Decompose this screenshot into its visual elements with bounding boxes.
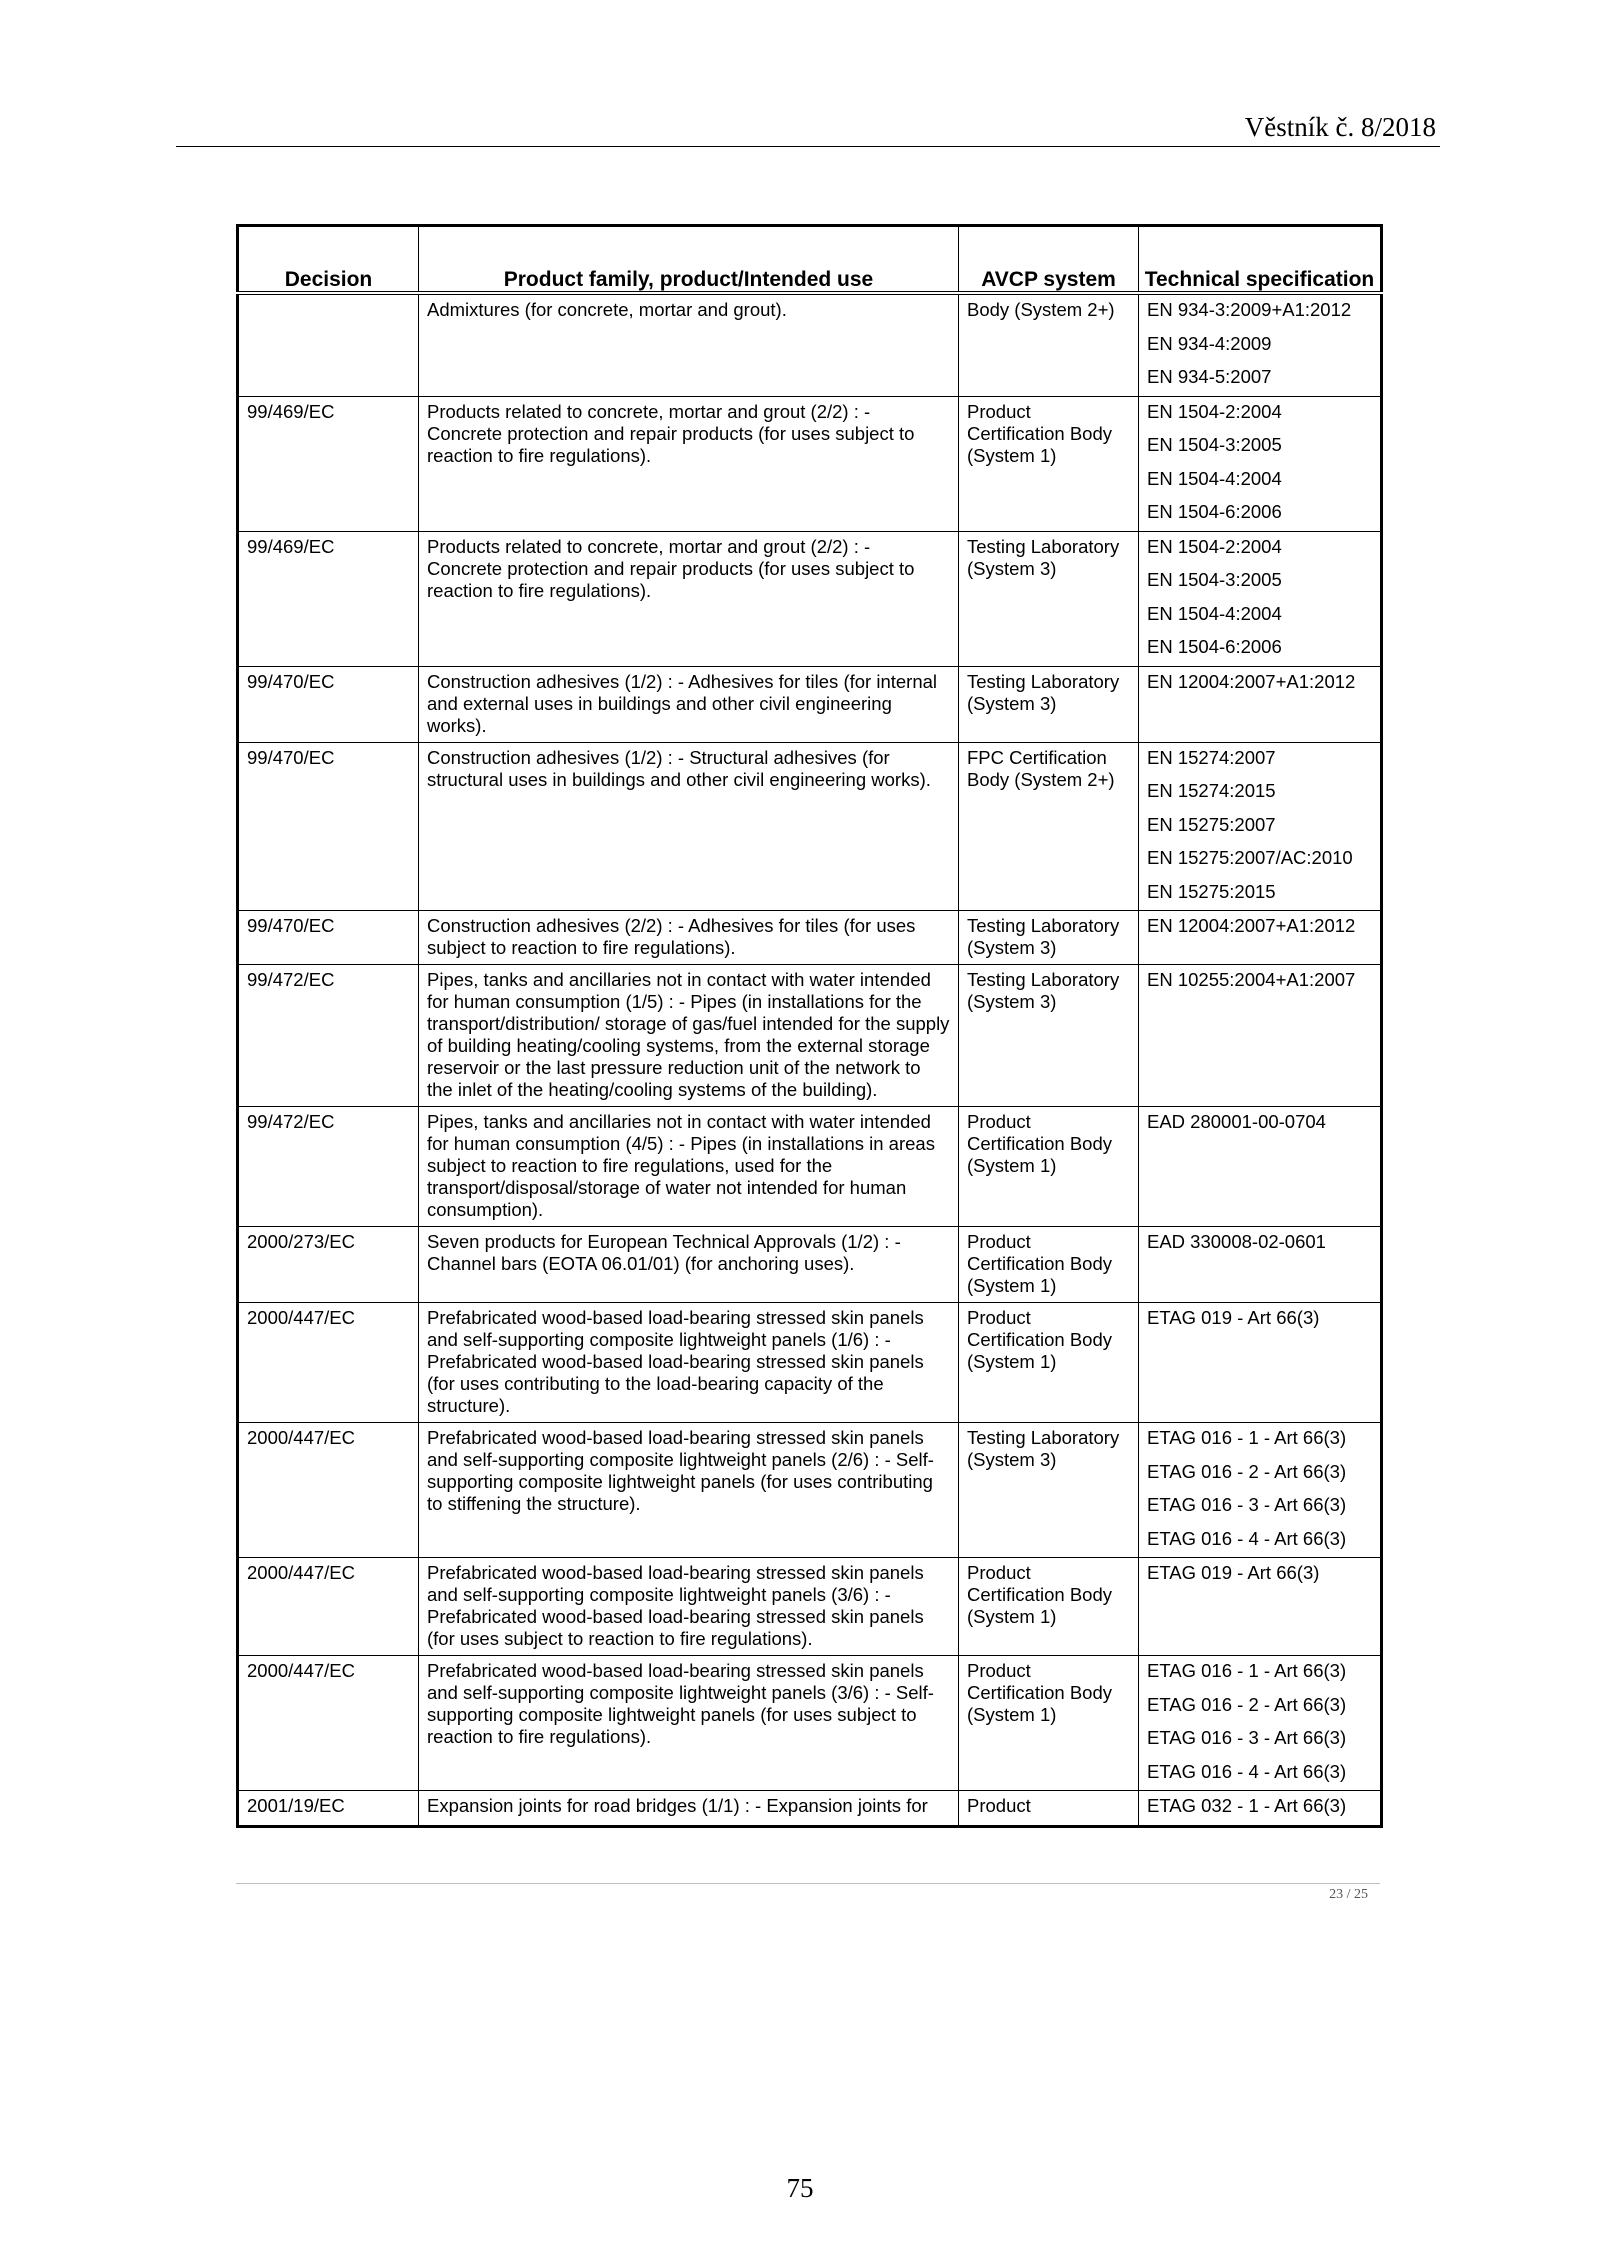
avcp-cell: Product Certification Body (System 1) bbox=[959, 1303, 1139, 1423]
decision-cell: 99/470/EC bbox=[238, 742, 419, 911]
specification-cell bbox=[1139, 1423, 1382, 1558]
specification-item: EN 1504-3:2005 bbox=[1147, 434, 1282, 455]
specification-item: EN 12004:2007+A1:2012 bbox=[1147, 670, 1356, 692]
product-cell: Pipes, tanks and ancillaries not in contact with water intended for human consumption (4/5) : - Pipes (in installations in areas subject to reaction to fire regulations, used for the transport/disposal/storage of water not intended for human consumption). bbox=[419, 1107, 959, 1227]
table-row bbox=[238, 742, 1382, 911]
specification-item: EAD 330008-02-0601 bbox=[1147, 1231, 1326, 1252]
product-cell: Products related to concrete, mortar and grout (2/2) : - Concrete protection and repair products (for uses subject to reaction to fire regulations). bbox=[419, 531, 959, 666]
decision-cell: 2000/447/EC bbox=[238, 1303, 419, 1423]
product-cell: Admixtures (for concrete, mortar and grout). bbox=[419, 293, 959, 396]
column-header-decision: Decision bbox=[238, 226, 419, 294]
decision-cell: 99/469/EC bbox=[238, 531, 419, 666]
footer-divider bbox=[236, 1883, 1380, 1884]
decision-cell: 2000/447/EC bbox=[238, 1656, 419, 1791]
specification-cell bbox=[1139, 911, 1382, 965]
avcp-cell: Product Certification Body (System 1) bbox=[959, 1656, 1139, 1791]
specification-item: EAD 280001-00-0704 bbox=[1147, 1111, 1326, 1132]
avcp-cell: Product Certification Body (System 1) bbox=[959, 1558, 1139, 1656]
specification-item: EN 15275:2007 bbox=[1147, 813, 1276, 835]
table-row bbox=[238, 1303, 1382, 1423]
specification-item: EN 1504-3:2005 bbox=[1147, 569, 1282, 590]
table-body bbox=[238, 293, 1382, 1826]
specification-item: EN 1504-6:2006 bbox=[1147, 501, 1282, 522]
table-row bbox=[238, 396, 1382, 531]
specification-item: EN 10255:2004+A1:2007 bbox=[1147, 969, 1356, 990]
specification-item: ETAG 016 - 2 - Art 66(3) bbox=[1147, 1693, 1347, 1715]
avcp-cell: Testing Laboratory (System 3) bbox=[959, 666, 1139, 742]
product-cell: Prefabricated wood-based load-bearing stressed skin panels and self-supporting composite lightweight panels (3/6) : - Prefabricated wood-based load-bearing stressed skin panels (for uses subject to reaction to fire regulations). bbox=[419, 1558, 959, 1656]
specification-item: EN 934-3:2009+A1:2012 bbox=[1147, 299, 1352, 320]
specification-item: EN 15274:2015 bbox=[1147, 780, 1276, 801]
specification-item: EN 15274:2007 bbox=[1147, 746, 1276, 768]
table-header-row bbox=[238, 226, 1382, 294]
specification-cell bbox=[1139, 1227, 1382, 1303]
page-reference: 23 / 25 bbox=[1329, 1887, 1368, 1902]
decision-cell: 99/470/EC bbox=[238, 666, 419, 742]
decision-cell bbox=[238, 293, 419, 396]
avcp-cell: Testing Laboratory (System 3) bbox=[959, 1423, 1139, 1558]
avcp-cell: FPC Certification Body (System 2+) bbox=[959, 742, 1139, 911]
table-row bbox=[238, 1107, 1382, 1227]
table-row bbox=[238, 965, 1382, 1107]
specification-item: ETAG 016 - 1 - Art 66(3) bbox=[1147, 1427, 1347, 1448]
decision-cell: 2000/447/EC bbox=[238, 1423, 419, 1558]
table-row bbox=[238, 531, 1382, 666]
specification-item: ETAG 016 - 2 - Art 66(3) bbox=[1147, 1460, 1347, 1482]
table-row bbox=[238, 293, 1382, 396]
table-row bbox=[238, 1227, 1382, 1303]
column-header-specification: Technical specification bbox=[1139, 226, 1382, 294]
specification-item: EN 15275:2015 bbox=[1147, 880, 1276, 902]
product-cell: Pipes, tanks and ancillaries not in contact with water intended for human consumption (1/5) : - Pipes (in installations for the transport/distribution/ storage of gas/fuel intended for the supply of building heating/cooling systems, from the external storage reservoir or the last pressure reduction unit of the network to the inlet of the heating/cooling systems of the building). bbox=[419, 965, 959, 1107]
avcp-cell: Testing Laboratory (System 3) bbox=[959, 911, 1139, 965]
specification-cell bbox=[1139, 531, 1382, 666]
header-divider bbox=[176, 146, 1440, 147]
specification-cell bbox=[1139, 396, 1382, 531]
specification-cell bbox=[1139, 1303, 1382, 1423]
table-row bbox=[238, 1423, 1382, 1558]
specification-item: EN 1504-4:2004 bbox=[1147, 602, 1282, 624]
table-row bbox=[238, 1558, 1382, 1656]
specification-cell bbox=[1139, 742, 1382, 911]
avcp-cell: Product Certification Body (System 1) bbox=[959, 1107, 1139, 1227]
specification-item: ETAG 016 - 4 - Art 66(3) bbox=[1147, 1760, 1347, 1782]
table-row bbox=[238, 1656, 1382, 1791]
table-row bbox=[238, 1791, 1382, 1827]
decision-cell: 2001/19/EC bbox=[238, 1791, 419, 1827]
specification-cell bbox=[1139, 1107, 1382, 1227]
specification-cell bbox=[1139, 293, 1382, 396]
avcp-cell: Testing Laboratory (System 3) bbox=[959, 531, 1139, 666]
table-row bbox=[238, 666, 1382, 742]
decision-cell: 99/472/EC bbox=[238, 965, 419, 1107]
specification-item: ETAG 016 - 1 - Art 66(3) bbox=[1147, 1660, 1347, 1681]
avcp-cell: Testing Laboratory (System 3) bbox=[959, 965, 1139, 1107]
specification-item: ETAG 016 - 3 - Art 66(3) bbox=[1147, 1494, 1347, 1515]
avcp-cell: Product bbox=[959, 1791, 1139, 1827]
product-cell: Prefabricated wood-based load-bearing stressed skin panels and self-supporting composite lightweight panels (2/6) : - Self-supporting composite lightweight panels (for uses contributing to stiffening the structure). bbox=[419, 1423, 959, 1558]
decision-cell: 99/469/EC bbox=[238, 396, 419, 531]
specification-item: EN 1504-2:2004 bbox=[1147, 535, 1282, 557]
specification-item: ETAG 019 - Art 66(3) bbox=[1147, 1562, 1320, 1583]
product-cell: Construction adhesives (1/2) : - Structural adhesives (for structural uses in buildings and other civil engineering works). bbox=[419, 742, 959, 911]
specification-cell bbox=[1139, 965, 1382, 1107]
decision-cell: 99/472/EC bbox=[238, 1107, 419, 1227]
decision-cell: 2000/273/EC bbox=[238, 1227, 419, 1303]
avcp-cell: Product Certification Body (System 1) bbox=[959, 1227, 1139, 1303]
bulletin-title: Věstník č. 8/2018 bbox=[1244, 112, 1436, 142]
specification-item: EN 1504-4:2004 bbox=[1147, 467, 1282, 489]
specification-item: ETAG 016 - 4 - Art 66(3) bbox=[1147, 1527, 1347, 1549]
product-cell: Products related to concrete, mortar and grout (2/2) : - Concrete protection and repair products (for uses subject to reaction to fire regulations). bbox=[419, 396, 959, 531]
decision-cell: 99/470/EC bbox=[238, 911, 419, 965]
avcp-cell: Product Certification Body (System 1) bbox=[959, 396, 1139, 531]
avcp-cell: Body (System 2+) bbox=[959, 293, 1139, 396]
specification-item: EN 934-4:2009 bbox=[1147, 332, 1272, 354]
specification-item: EN 934-5:2007 bbox=[1147, 366, 1272, 387]
product-cell: Construction adhesives (1/2) : - Adhesives for tiles (for internal and external uses in buildings and other civil engineering works). bbox=[419, 666, 959, 742]
product-cell: Prefabricated wood-based load-bearing stressed skin panels and self-supporting composite lightweight panels (1/6) : - Prefabricated wood-based load-bearing stressed skin panels (for uses contributing to the load-bearing capacity of the structure). bbox=[419, 1303, 959, 1423]
column-header-product: Product family, product/Intended use bbox=[419, 226, 959, 294]
specification-item: EN 1504-2:2004 bbox=[1147, 400, 1282, 422]
product-cell: Construction adhesives (2/2) : - Adhesives for tiles (for uses subject to reaction to fire regulations). bbox=[419, 911, 959, 965]
table-row bbox=[238, 911, 1382, 965]
product-cell: Prefabricated wood-based load-bearing stressed skin panels and self-supporting composite lightweight panels (3/6) : - Self-supporting composite lightweight panels (for uses subject to reaction to fire regulations). bbox=[419, 1656, 959, 1791]
page-number: 75 bbox=[786, 2173, 814, 2203]
specification-cell bbox=[1139, 1558, 1382, 1656]
specification-item: ETAG 032 - 1 - Art 66(3) bbox=[1147, 1795, 1347, 1816]
decision-cell: 2000/447/EC bbox=[238, 1558, 419, 1656]
specification-cell bbox=[1139, 1656, 1382, 1791]
specification-cell bbox=[1139, 666, 1382, 742]
specification-item: ETAG 019 - Art 66(3) bbox=[1147, 1307, 1320, 1328]
product-cell: Seven products for European Technical Approvals (1/2) : - Channel bars (EOTA 06.01/01) (for anchoring uses). bbox=[419, 1227, 959, 1303]
decisions-table bbox=[236, 224, 1383, 1828]
specification-item: ETAG 016 - 3 - Art 66(3) bbox=[1147, 1727, 1347, 1748]
column-header-avcp: AVCP system bbox=[959, 226, 1139, 294]
product-cell: Expansion joints for road bridges (1/1) : - Expansion joints for bbox=[419, 1791, 959, 1827]
specification-cell bbox=[1139, 1791, 1382, 1827]
specification-item: EN 15275:2007/AC:2010 bbox=[1147, 847, 1353, 868]
specification-item: EN 1504-6:2006 bbox=[1147, 636, 1282, 657]
specification-item: EN 12004:2007+A1:2012 bbox=[1147, 915, 1356, 936]
